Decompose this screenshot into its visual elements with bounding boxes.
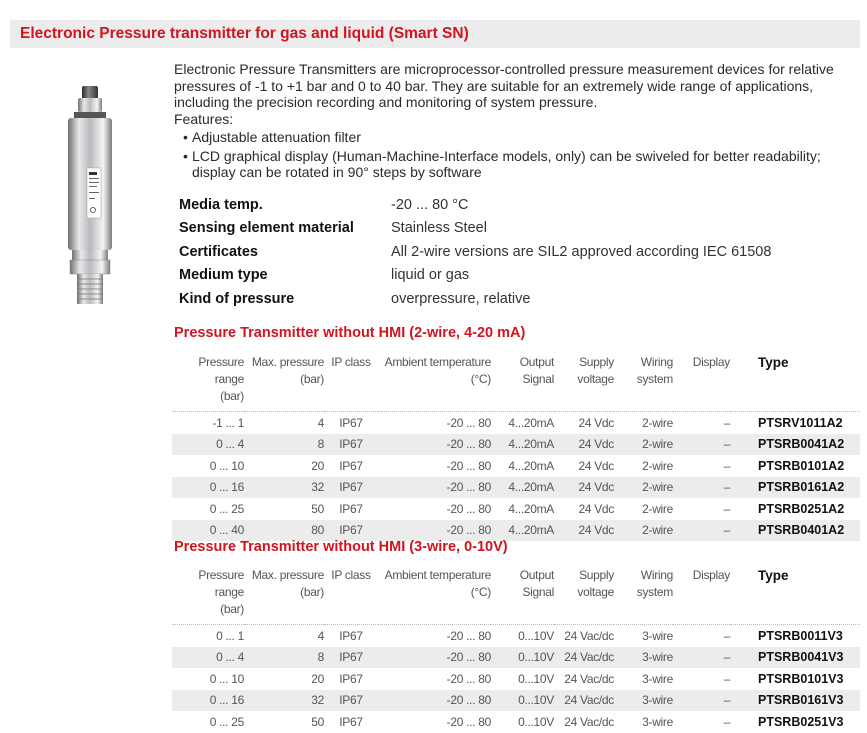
spec-label: Sensing element material xyxy=(179,220,354,237)
cell-wiring: 3-wire xyxy=(614,647,673,669)
cell-display: – xyxy=(723,671,730,686)
table-row xyxy=(172,434,860,456)
product-table-2wire xyxy=(172,354,860,541)
cell-type: PTSRB0041A2 xyxy=(730,434,860,456)
cell-display: – xyxy=(673,434,730,456)
header-max-pressure: Max. pressure (bar) xyxy=(251,355,324,386)
cell-output: 0...10V xyxy=(518,671,554,686)
cell-ambient-temp: -20 ... 80 xyxy=(446,501,491,516)
cell-range: 0 ... 16 xyxy=(172,690,244,712)
cell-type: PTSRB0101A2 xyxy=(758,458,845,473)
cell-type: PTSRB0401A2 xyxy=(730,520,860,542)
cell-ip-class: IP67 xyxy=(324,434,378,456)
cell-max-pressure: 4 xyxy=(244,412,324,434)
cell-display: – xyxy=(673,520,730,542)
cell-range: 0 ... 10 xyxy=(209,458,244,473)
cell-ambient-temp: -20 ... 80 xyxy=(378,625,491,647)
cell-wiring: 2-wire xyxy=(614,434,673,456)
cell-max-pressure: 4 xyxy=(244,625,324,647)
product-image xyxy=(62,86,118,306)
cell-range: 0 ... 1 xyxy=(172,625,244,647)
spec-value: liquid or gas xyxy=(391,267,470,284)
cell-ambient-temp: -20 ... 80 xyxy=(378,477,491,499)
spec-label: Medium type xyxy=(179,267,268,284)
cell-type: PTSRB0251A2 xyxy=(758,501,845,516)
cell-max-pressure: 8 xyxy=(244,434,324,456)
cell-wiring: 2-wire xyxy=(614,412,673,434)
cell-wiring: 2-wire xyxy=(614,477,673,499)
cell-wiring: 3-wire xyxy=(614,625,673,647)
connector-pins xyxy=(82,86,98,100)
table-row xyxy=(172,647,860,669)
cell-ambient-temp: -20 ... 80 xyxy=(378,520,491,542)
header-type: Type xyxy=(758,355,789,370)
collar xyxy=(74,112,106,118)
header-wiring: Wiring system xyxy=(636,568,673,599)
hex-nut xyxy=(70,260,110,274)
header-type: Type xyxy=(758,568,789,583)
cell-max-pressure: 50 xyxy=(311,501,324,516)
section-title-2wire: Pressure Transmitter without HMI (2-wire, 4-20 mA) xyxy=(174,325,526,341)
cell-ambient-temp: -20 ... 80 xyxy=(378,412,491,434)
cell-output: 4...20mA xyxy=(508,458,554,473)
cell-supply: 24 Vdc xyxy=(578,501,614,516)
cell-wiring: 3-wire xyxy=(614,690,673,712)
header-range: Pressure range (bar) xyxy=(198,568,244,616)
cell-max-pressure: 32 xyxy=(244,477,324,499)
cell-supply: 24 Vac/dc xyxy=(554,690,614,712)
cell-type: PTSRV1011A2 xyxy=(730,412,860,434)
cell-ip-class: IP67 xyxy=(339,671,363,686)
cell-range: 0 ... 25 xyxy=(209,501,244,516)
table-row xyxy=(172,520,860,542)
cell-display: – xyxy=(673,647,730,669)
table-row xyxy=(172,412,860,434)
cell-ambient-temp: -20 ... 80 xyxy=(446,458,491,473)
cell-type: PTSRB0101V3 xyxy=(758,671,844,686)
cell-output: 4...20mA xyxy=(491,434,554,456)
table-row xyxy=(172,625,860,647)
spec-row xyxy=(179,287,859,311)
cell-range: 0 ... 16 xyxy=(172,477,244,499)
cell-supply: 24 Vac/dc xyxy=(564,714,614,729)
cell-wiring: 3-wire xyxy=(642,671,673,686)
spec-label: Certificates xyxy=(179,243,258,260)
cell-display: – xyxy=(673,412,730,434)
table-body xyxy=(172,625,860,733)
header-output: Output Signal xyxy=(519,568,554,599)
cell-ip-class: IP67 xyxy=(339,501,363,516)
spec-row xyxy=(179,193,859,217)
features-label: Features: xyxy=(174,110,234,127)
cell-ip-class: IP67 xyxy=(324,477,378,499)
page-title: Electronic Pressure transmitter for gas and liquid (Smart SN) xyxy=(20,25,469,42)
spec-row xyxy=(179,240,859,264)
header-display: Display xyxy=(692,355,730,369)
cell-type: PTSRB0161A2 xyxy=(730,477,860,499)
table-body xyxy=(172,412,860,542)
cell-ip-class: IP67 xyxy=(324,625,378,647)
features-list xyxy=(174,129,854,181)
cell-ambient-temp: -20 ... 80 xyxy=(378,690,491,712)
header-ip-class: IP class xyxy=(331,355,371,369)
cell-ip-class: IP67 xyxy=(324,412,378,434)
cell-ambient-temp: -20 ... 80 xyxy=(446,714,491,729)
table-row xyxy=(172,455,860,477)
header-ambient-temp: Ambient temperature (°C) xyxy=(384,568,491,599)
cell-ip-class: IP67 xyxy=(324,647,378,669)
spec-row xyxy=(179,264,859,288)
spec-row xyxy=(179,217,859,241)
table-row xyxy=(172,711,860,733)
cell-range: 0 ... 25 xyxy=(209,714,244,729)
cell-output: 0...10V xyxy=(491,625,554,647)
header-supply: Supply voltage xyxy=(577,568,614,599)
cell-output: 4...20mA xyxy=(491,520,554,542)
feature-item: • Adjustable attenuation filter xyxy=(174,129,854,146)
cell-ambient-temp: -20 ... 80 xyxy=(378,647,491,669)
table-row xyxy=(172,498,860,520)
header-output: Output Signal xyxy=(519,355,554,386)
intro-text xyxy=(174,61,854,181)
brand-mark xyxy=(89,172,97,175)
header-range: Pressure range (bar) xyxy=(198,355,244,403)
intro-paragraph: Electronic Pressure Transmitters are microprocessor-controlled pressure measurement devices for relative pressures of -1 to +1 bar and 0 to 40 bar. They are suitable for an extremely wide range of applications, including the precision recording and monitoring of system pressure. xyxy=(174,61,834,110)
cell-ambient-temp: -20 ... 80 xyxy=(378,434,491,456)
cell-supply: 24 Vdc xyxy=(554,434,614,456)
cell-wiring: 3-wire xyxy=(642,714,673,729)
cell-output: 0...10V xyxy=(491,647,554,669)
spec-label: Media temp. xyxy=(179,196,263,213)
cell-wiring: 2-wire xyxy=(642,458,673,473)
cell-wiring: 2-wire xyxy=(642,501,673,516)
cell-supply: 24 Vac/dc xyxy=(564,671,614,686)
cell-ip-class: IP67 xyxy=(339,714,363,729)
cell-ip-class: IP67 xyxy=(324,520,378,542)
header-ambient-temp: Ambient temperature (°C) xyxy=(384,355,491,386)
cell-output: 4...20mA xyxy=(491,477,554,499)
cell-supply: 24 Vdc xyxy=(554,412,614,434)
connector-nut xyxy=(78,98,102,112)
cell-range: 0 ... 4 xyxy=(172,647,244,669)
cell-ip-class: IP67 xyxy=(324,690,378,712)
cell-supply: 24 Vdc xyxy=(554,520,614,542)
cell-supply: 24 Vdc xyxy=(578,458,614,473)
cell-output: 0...10V xyxy=(491,690,554,712)
neck xyxy=(72,250,108,260)
cell-range: 0 ... 10 xyxy=(209,671,244,686)
cell-range: 0 ... 40 xyxy=(172,520,244,542)
spec-value: overpressure, relative xyxy=(391,290,531,307)
cell-max-pressure: 32 xyxy=(244,690,324,712)
spec-value: All 2-wire versions are SIL2 approved according IEC 61508 xyxy=(391,243,772,260)
cell-display: – xyxy=(673,477,730,499)
header-wiring: Wiring system xyxy=(636,355,673,386)
spec-value: Stainless Steel xyxy=(391,220,487,237)
cell-ambient-temp: -20 ... 80 xyxy=(446,671,491,686)
header-supply: Supply voltage xyxy=(577,355,614,386)
spec-value: -20 ... 80 °C xyxy=(391,196,469,213)
cell-display: – xyxy=(723,458,730,473)
cell-range: 0 ... 4 xyxy=(172,434,244,456)
feature-item: • LCD graphical display (Human-Machine-Interface models, only) can be swiveled for better readability; display can be rotated in 90° steps by software xyxy=(174,148,854,181)
cell-max-pressure: 50 xyxy=(311,714,324,729)
cell-type: PTSRB0011V3 xyxy=(730,625,860,647)
spec-table xyxy=(179,193,859,311)
cell-max-pressure: 80 xyxy=(244,520,324,542)
table-row xyxy=(172,668,860,690)
cell-display: – xyxy=(673,625,730,647)
cell-supply: 24 Vac/dc xyxy=(554,647,614,669)
header-max-pressure: Max. pressure (bar) xyxy=(251,568,324,599)
cell-max-pressure: 8 xyxy=(244,647,324,669)
cell-output: 4...20mA xyxy=(491,412,554,434)
title-bar xyxy=(10,20,860,48)
cell-supply: 24 Vdc xyxy=(554,477,614,499)
cell-type: PTSRB0161V3 xyxy=(730,690,860,712)
section-title-3wire: Pressure Transmitter without HMI (3-wire, 0-10V) xyxy=(174,539,508,555)
cell-supply: 24 Vac/dc xyxy=(554,625,614,647)
header-ip-class: IP class xyxy=(331,568,371,582)
cell-type: PTSRB0251V3 xyxy=(758,714,844,729)
cell-type: PTSRB0041V3 xyxy=(730,647,860,669)
header-display: Display xyxy=(692,568,730,582)
cell-display: – xyxy=(673,690,730,712)
cell-ip-class: IP67 xyxy=(339,458,363,473)
cell-range: -1 ... 1 xyxy=(172,412,244,434)
cell-max-pressure: 20 xyxy=(311,671,324,686)
spec-label: Kind of pressure xyxy=(179,290,295,307)
cell-output: 0...10V xyxy=(518,714,554,729)
cell-display: – xyxy=(723,501,730,516)
cell-wiring: 2-wire xyxy=(614,520,673,542)
table-row xyxy=(172,477,860,499)
cell-max-pressure: 20 xyxy=(311,458,324,473)
cell-display: – xyxy=(723,714,730,729)
cell-output: 4...20mA xyxy=(508,501,554,516)
